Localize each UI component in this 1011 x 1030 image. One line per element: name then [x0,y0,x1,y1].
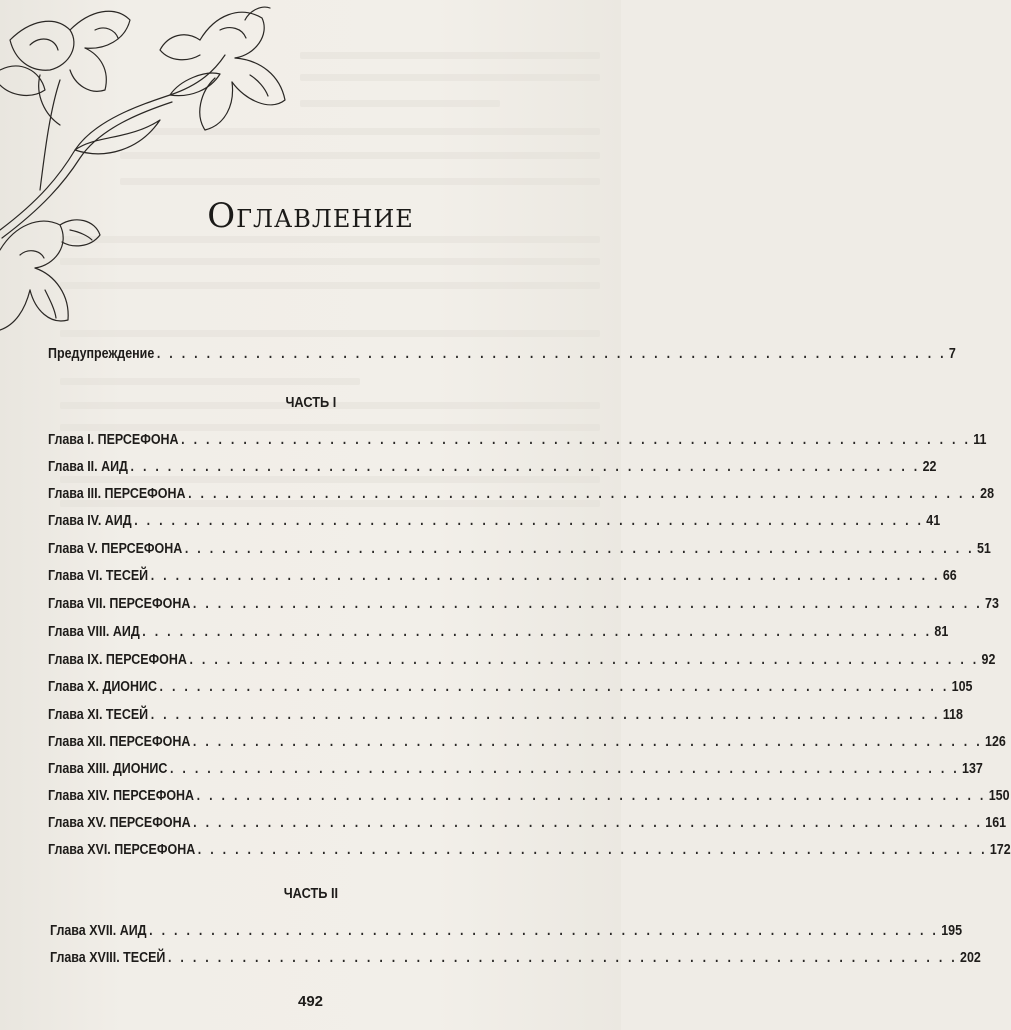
entry-page: 81 [934,624,949,640]
entry-label: Глава IV. АИД [48,513,132,529]
entry-page: 150 [988,788,1010,804]
toc-entry [48,432,987,448]
part-heading: ЧАСТЬ I [285,395,336,411]
toc-entry [48,541,991,557]
entry-label: Глава V. ПЕРСЕФОНА [48,541,183,557]
entry-label: Глава XVII. АИД [50,923,147,939]
entry-page: 172 [989,842,1011,858]
dot-leader: . . . . . . . . . . . . . . . . . . . . . . . . . . . . . . . . . . . . . . . . . . . . . . . . . . . . . . . . . . . . . . . . [181,432,971,448]
entry-page: 161 [985,815,1007,831]
entry-page: 7 [948,346,956,362]
toc-entry [48,513,941,529]
toc-entry [48,568,957,584]
toc-entry [48,679,973,695]
entry-page: 66 [942,568,957,584]
dot-leader: . . . . . . . . . . . . . . . . . . . . . . . . . . . . . . . . . . . . . . . . . . . . . . . . . . . . . . . . . . . . . . . . [192,596,983,612]
entry-page: 118 [942,707,963,723]
page-title: Оглавление [207,196,414,236]
entry-label: Глава XV. ПЕРСЕФОНА [48,815,191,831]
toc-entry [48,815,1007,831]
toc-entry [48,459,937,475]
entry-label: Глава VII. ПЕРСЕФОНА [48,596,191,612]
dot-leader: . . . . . . . . . . . . . . . . . . . . . . . . . . . . . . . . . . . . . . . . . . . . . . . . . . . . . . . . . . . . . . . . [150,707,941,723]
toc-entry [48,652,996,668]
dot-leader: . . . . . . . . . . . . . . . . . . . . . . . . . . . . . . . . . . . . . . . . . . . . . . . . . . . . . . . . . . . . . . . . [192,734,983,750]
entry-page: 202 [960,950,981,966]
dot-leader: . . . . . . . . . . . . . . . . . . . . . . . . . . . . . . . . . . . . . . . . . . . . . . . . . . . . . . . . . . . . . . . . [142,624,932,640]
entry-label: Глава XIV. ПЕРСЕФОНА [48,788,195,804]
toc-entry [48,842,1011,858]
entry-page: 51 [976,541,991,557]
entry-label: Глава XVI. ПЕРСЕФОНА [48,842,196,858]
entry-label: Глава X. ДИОНИС [48,679,157,695]
dot-leader: . . . . . . . . . . . . . . . . . . . . . . . . . . . . . . . . . . . . . . . . . . . . . . . . . . . . . . . . . . . . . . . . [196,788,987,804]
dot-leader: . . . . . . . . . . . . . . . . . . . . . . . . . . . . . . . . . . . . . . . . . . . . . . . . . . . . . . . . . . . . . . . . [134,513,924,529]
dot-leader: . . . . . . . . . . . . . . . . . . . . . . . . . . . . . . . . . . . . . . . . . . . . . . . . . . . . . . . . . . . . . . . . [156,346,947,362]
entry-page: 73 [985,596,999,612]
entry-label: Глава III. ПЕРСЕФОНА [48,486,186,502]
toc-entry [48,734,1006,750]
toc-entry [50,923,963,939]
part-heading: ЧАСТЬ II [283,886,338,902]
entry-label: Глава VIII. АИД [48,624,140,640]
entry-page: 195 [941,923,963,939]
toc-entry [48,761,983,777]
entry-page: 41 [926,513,941,529]
dot-leader: . . . . . . . . . . . . . . . . . . . . . . . . . . . . . . . . . . . . . . . . . . . . . . . . . . . . . . . . . . . . . . . . [167,950,958,966]
dot-leader: . . . . . . . . . . . . . . . . . . . . . . . . . . . . . . . . . . . . . . . . . . . . . . . . . . . . . . . . . . . . . . . . [159,679,950,695]
entry-label: Глава IX. ПЕРСЕФОНА [48,652,187,668]
entry-page: 11 [973,432,987,448]
dot-leader: . . . . . . . . . . . . . . . . . . . . . . . . . . . . . . . . . . . . . . . . . . . . . . . . . . . . . . . . . . . . . . . . [188,486,978,502]
dot-leader: . . . . . . . . . . . . . . . . . . . . . . . . . . . . . . . . . . . . . . . . . . . . . . . . . . . . . . . . . . . . . . . . [149,923,939,939]
toc-entry [48,624,949,640]
toc-entry [48,486,995,502]
entry-label: Глава VI. ТЕСЕЙ [48,568,149,584]
entry-page: 22 [922,459,937,475]
entry-page: 28 [980,486,995,502]
entry-label: Глава XII. ПЕРСЕФОНА [48,734,191,750]
page-number: 492 [297,993,324,1010]
dot-leader: . . . . . . . . . . . . . . . . . . . . . . . . . . . . . . . . . . . . . . . . . . . . . . . . . . . . . . . . . . . . . . . . [169,761,960,777]
entry-page: 105 [951,679,973,695]
toc-entry [48,707,963,723]
dot-leader: . . . . . . . . . . . . . . . . . . . . . . . . . . . . . . . . . . . . . . . . . . . . . . . . . . . . . . . . . . . . . . . . [150,568,941,584]
dot-leader: . . . . . . . . . . . . . . . . . . . . . . . . . . . . . . . . . . . . . . . . . . . . . . . . . . . . . . . . . . . . . . . . [189,652,979,668]
toc-entry [50,950,981,966]
entry-label: Предупреждение [48,346,155,362]
iris-flower-illustration-icon [0,0,330,345]
dot-leader: . . . . . . . . . . . . . . . . . . . . . . . . . . . . . . . . . . . . . . . . . . . . . . . . . . . . . . . . . . . . . . . . [197,842,988,858]
entry-label: Глава XIII. ДИОНИС [48,761,168,777]
toc-entry [48,788,1010,804]
toc-entry [48,596,999,612]
entry-label: Глава I. ПЕРСЕФОНА [48,432,179,448]
dot-leader: . . . . . . . . . . . . . . . . . . . . . . . . . . . . . . . . . . . . . . . . . . . . . . . . . . . . . . . . . . . . . . . . [184,541,975,557]
dot-leader: . . . . . . . . . . . . . . . . . . . . . . . . . . . . . . . . . . . . . . . . . . . . . . . . . . . . . . . . . . . . . . . . [193,815,983,831]
entry-page: 92 [981,652,996,668]
entry-page: 126 [985,734,1006,750]
entry-label: Глава II. АИД [48,459,128,475]
entry-page: 137 [962,761,983,777]
toc-entry [48,346,956,362]
entry-label: Глава XVIII. ТЕСЕЙ [50,950,166,966]
dot-leader: . . . . . . . . . . . . . . . . . . . . . . . . . . . . . . . . . . . . . . . . . . . . . . . . . . . . . . . . . . . . . . . . [130,459,921,475]
entry-label: Глава XI. ТЕСЕЙ [48,707,149,723]
